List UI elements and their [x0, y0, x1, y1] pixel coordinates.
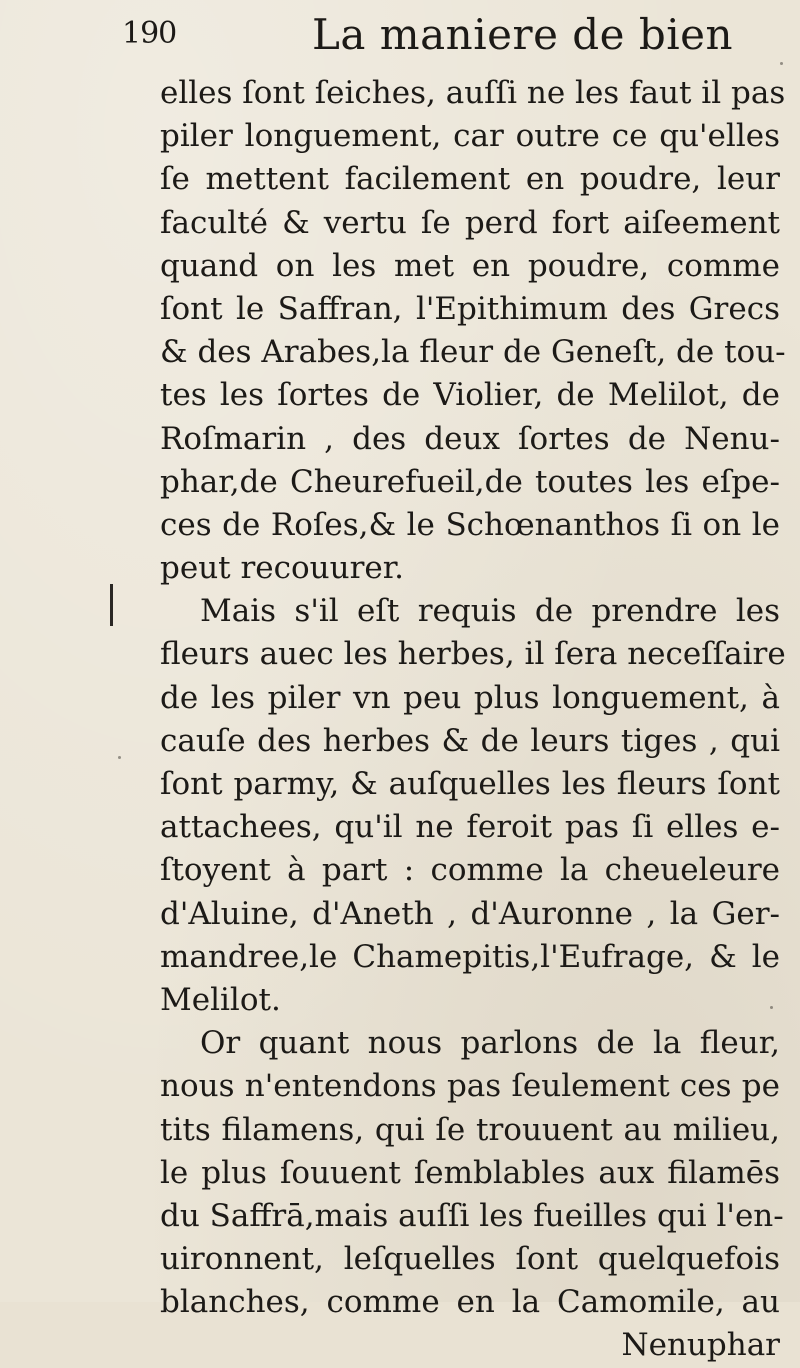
text-line: Roſmarin , des deux ſortes de Nenu- [160, 420, 780, 457]
text-line: & des Arabes,la fleur de Geneſt, de tou- [160, 334, 786, 371]
text-line: phar,de Cheurefueil,de toutes les eſpe- [160, 463, 780, 500]
text-line: peut recouurer. [160, 550, 405, 587]
text-line: nous n'entendons pas ſeulement ces pe [160, 1068, 780, 1105]
text-line: Or quant nous parlons de la fleur, [200, 1025, 780, 1062]
page-number: 190 [122, 16, 177, 51]
text-line: d'Aluine, d'Aneth , d'Auronne , la Ger- [160, 895, 780, 932]
text-line: tits filamens, qui ſe trouuent au milieu, [160, 1111, 780, 1148]
text-line: Mais s'il eſt requis de prendre les [200, 593, 780, 630]
text-line: ces de Roſes,& le Schœnanthos ſi on le [160, 506, 780, 543]
text-line: uironnent, leſquelles ſont quelquefois [160, 1241, 780, 1278]
text-line: ſont parmy, & auſquelles les fleurs ſont [160, 766, 780, 802]
text-line: ſe mettent facilement en poudre, leur [160, 161, 780, 198]
text-line: tes les ſortes de Violier, de Melilot, de [160, 377, 780, 414]
catchword: Nenuphar [621, 1327, 780, 1364]
paper-speck [780, 62, 783, 65]
text-line: mandree,le Chamepitis,l'Eufrage, & le [160, 938, 780, 975]
text-line: blanches, comme en la Camomile, au [160, 1284, 780, 1321]
page-header [122, 10, 734, 70]
running-head: La maniere de bien [312, 10, 734, 59]
text-line: de les piler vn peu plus longuement, à [160, 679, 780, 716]
text-line: ſtoyent à part : comme la cheueleure [160, 852, 780, 889]
text-line: du Saffrā,mais auſſi les fueilles qui l'en- [160, 1197, 784, 1234]
text-line: le plus ſouuent ſemblables aux filamēs [160, 1154, 780, 1191]
text-line: fleurs auec les herbes, il ſera neceſſaire [160, 636, 786, 673]
text-line: quand on les met en poudre, comme [160, 247, 780, 284]
text-line: ſont le Saffran, l'Epithimum des Grecs [160, 290, 780, 327]
margin-mark [110, 584, 113, 626]
text-line: elles ſont ſeiches, auſſi ne les faut il pas [160, 75, 786, 111]
paper-speck [118, 756, 121, 759]
body-text [160, 72, 786, 1368]
text-line: piler longuement, car outre ce qu'elles [160, 118, 780, 155]
text-line: Melilot. [160, 981, 281, 1018]
paper-speck [770, 1006, 773, 1009]
text-line: attachees, qu'il ne feroit pas ſi elles e- [160, 809, 780, 846]
text-line: faculté & vertu ſe perd fort aiſeement [160, 204, 780, 241]
text-line: cauſe des herbes & de leurs tiges , qui [160, 722, 780, 759]
